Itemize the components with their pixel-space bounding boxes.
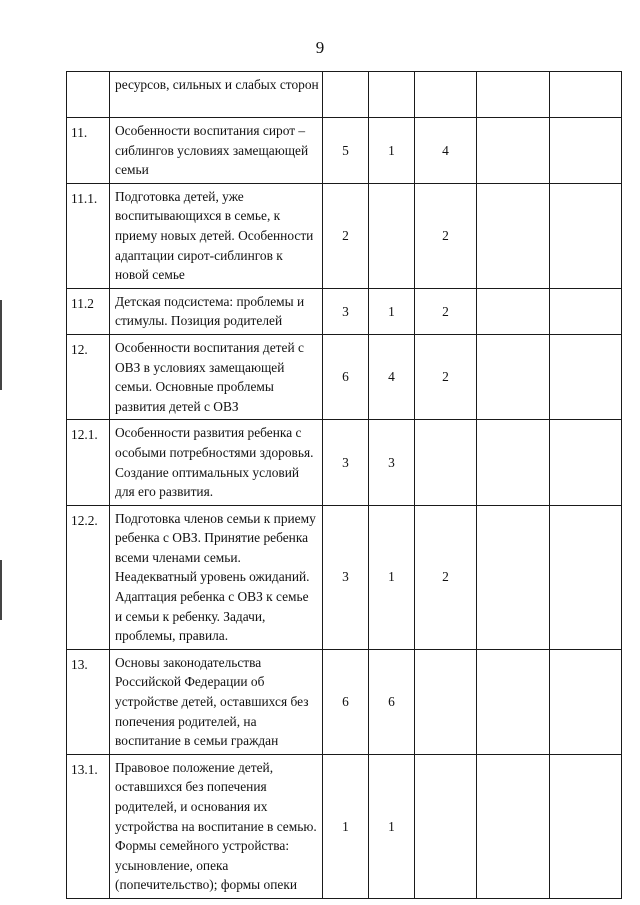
row-column-7 <box>550 649 622 754</box>
row-lecture-hours <box>369 72 415 118</box>
row-total-hours: 5 <box>323 118 369 184</box>
row-column-6 <box>477 649 550 754</box>
row-column-6 <box>477 118 550 184</box>
row-topic: Особенности развития ребенка с особыми потребностями здоровья. Создание оптимальных условий для его развития. <box>110 420 323 505</box>
table-row <box>67 649 622 754</box>
row-number: 13. <box>67 649 110 754</box>
table-row <box>67 420 622 505</box>
row-topic: ресурсов, сильных и слабых сторон <box>110 72 323 118</box>
row-column-7 <box>550 334 622 419</box>
row-lecture-hours: 6 <box>369 649 415 754</box>
row-column-6 <box>477 72 550 118</box>
row-practice-hours <box>415 420 477 505</box>
row-total-hours: 3 <box>323 420 369 505</box>
row-column-7 <box>550 420 622 505</box>
row-number: 11.1. <box>67 183 110 288</box>
row-column-6 <box>477 420 550 505</box>
row-total-hours: 3 <box>323 288 369 334</box>
row-total-hours: 1 <box>323 754 369 898</box>
row-total-hours: 6 <box>323 334 369 419</box>
row-topic: Правовое положение детей, оставшихся без попечения родителей, и основания их устройства на воспитание в семью. Формы семейного устройства: усыновление, опека (попечительство); формы опеки <box>110 754 323 898</box>
row-lecture-hours: 1 <box>369 288 415 334</box>
scan-edge-mark <box>0 560 2 620</box>
row-lecture-hours: 3 <box>369 420 415 505</box>
table-row <box>67 505 622 649</box>
row-column-6 <box>477 288 550 334</box>
row-practice-hours <box>415 72 477 118</box>
row-lecture-hours: 1 <box>369 118 415 184</box>
row-practice-hours: 2 <box>415 334 477 419</box>
row-lecture-hours: 1 <box>369 505 415 649</box>
row-practice-hours <box>415 754 477 898</box>
row-topic: Особенности воспитания сирот – сиблингов условиях замещающей семьи <box>110 118 323 184</box>
row-column-7 <box>550 183 622 288</box>
page-number: 9 <box>315 38 325 57</box>
row-number: 12.2. <box>67 505 110 649</box>
row-number: 12. <box>67 334 110 419</box>
scan-edge-mark <box>0 300 2 390</box>
row-total-hours: 6 <box>323 649 369 754</box>
row-topic: Подготовка детей, уже воспитывающихся в семье, к приему новых детей. Особенности адаптации сирот-сиблингов к новой семье <box>110 183 323 288</box>
row-total-hours <box>323 72 369 118</box>
row-number: 11. <box>67 118 110 184</box>
row-column-6 <box>477 183 550 288</box>
row-topic: Подготовка членов семьи к приему ребенка с ОВЗ. Принятие ребенка всеми членами семьи. Неадекватный уровень ожиданий. Адаптация ребенка с ОВЗ к семье и семьи к ребенку. Задачи, проблемы, правила. <box>110 505 323 649</box>
row-column-7 <box>550 118 622 184</box>
row-column-7 <box>550 288 622 334</box>
table-row <box>67 334 622 419</box>
table-row <box>67 72 622 118</box>
row-column-6 <box>477 754 550 898</box>
row-lecture-hours: 1 <box>369 754 415 898</box>
row-practice-hours <box>415 649 477 754</box>
row-column-6 <box>477 334 550 419</box>
row-practice-hours: 2 <box>415 183 477 288</box>
row-number: 13.1. <box>67 754 110 898</box>
row-total-hours: 3 <box>323 505 369 649</box>
row-practice-hours: 4 <box>415 118 477 184</box>
row-column-6 <box>477 505 550 649</box>
row-column-7 <box>550 754 622 898</box>
row-total-hours: 2 <box>323 183 369 288</box>
table-row <box>67 754 622 898</box>
row-lecture-hours: 4 <box>369 334 415 419</box>
row-lecture-hours <box>369 183 415 288</box>
row-number: 11.2 <box>67 288 110 334</box>
row-topic: Основы законодательства Российской Федерации об устройстве детей, оставшихся без попечения родителей, на воспитание в семьи граждан <box>110 649 323 754</box>
row-number <box>67 72 110 118</box>
table-row <box>67 118 622 184</box>
curriculum-table <box>66 71 622 899</box>
row-column-7 <box>550 505 622 649</box>
table-row <box>67 288 622 334</box>
row-practice-hours: 2 <box>415 288 477 334</box>
row-practice-hours: 2 <box>415 505 477 649</box>
row-column-7 <box>550 72 622 118</box>
row-topic: Особенности воспитания детей с ОВЗ в условиях замещающей семьи. Основные проблемы развития детей с ОВЗ <box>110 334 323 419</box>
table-row <box>67 183 622 288</box>
row-number: 12.1. <box>67 420 110 505</box>
row-topic: Детская подсистема: проблемы и стимулы. Позиция родителей <box>110 288 323 334</box>
